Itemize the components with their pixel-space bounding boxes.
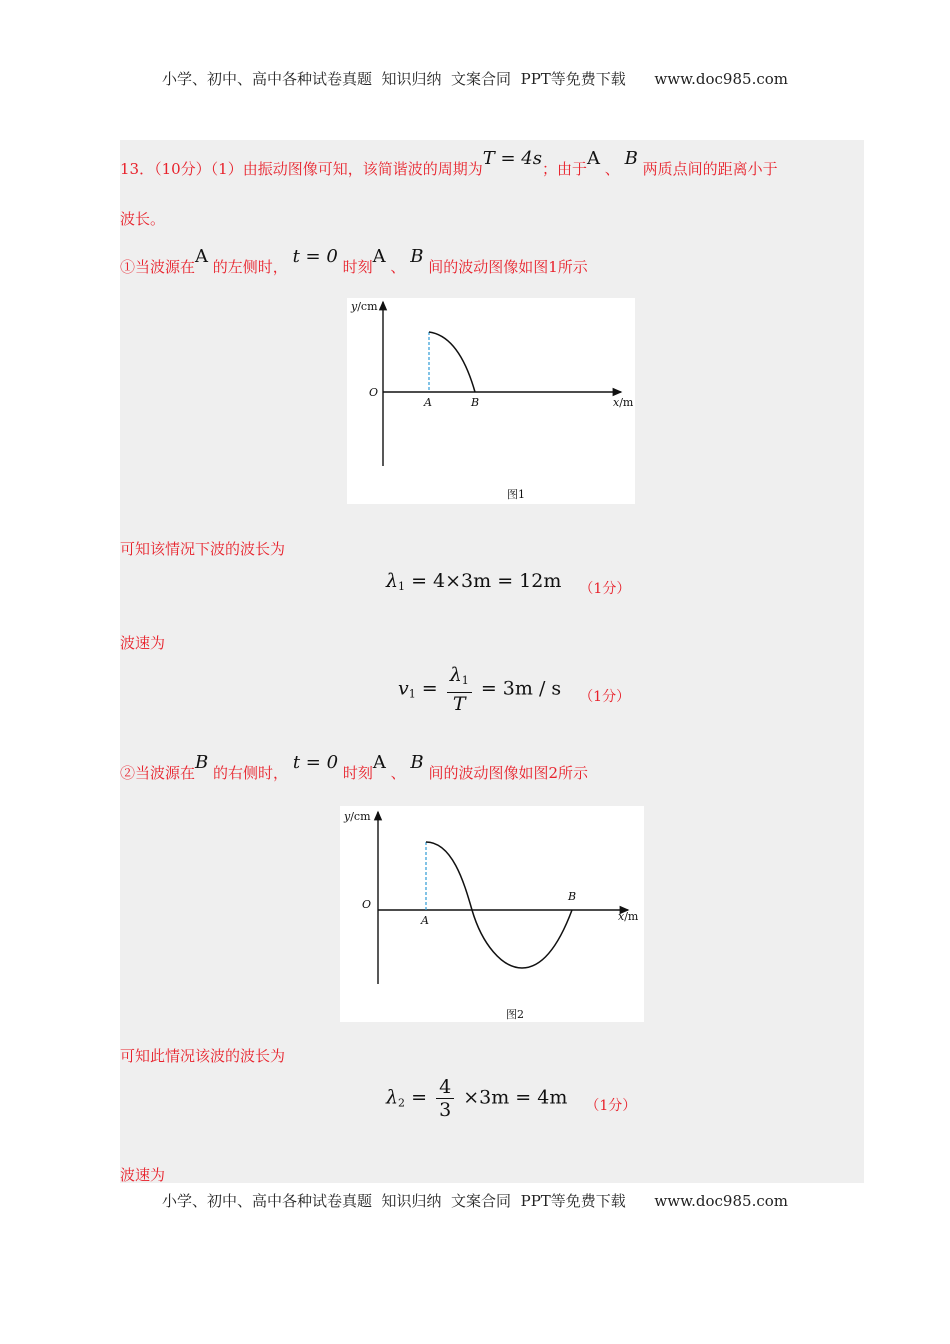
case2-prefix: ②当波源在 bbox=[120, 764, 196, 782]
case2-point-a: A bbox=[372, 752, 386, 773]
case1-mid: 的左侧时， bbox=[212, 258, 288, 276]
lambda2-fraction bbox=[436, 1076, 454, 1121]
v1-num-sub: 1 bbox=[461, 674, 469, 687]
v1-rhs: = 3m / s bbox=[480, 677, 562, 700]
q13-line bbox=[120, 148, 778, 179]
point-a-label: A bbox=[586, 148, 600, 169]
lambda2-symbol: λ bbox=[386, 1086, 399, 1109]
speed-label-2: 波速为 bbox=[120, 1166, 166, 1184]
case2-comma: 、 bbox=[390, 764, 406, 782]
case1-tail: 间的波动图像如图1所示 bbox=[428, 258, 588, 276]
figure-2 bbox=[340, 806, 644, 1022]
case1-comma: 、 bbox=[390, 258, 406, 276]
fig2-y-label: y/cm bbox=[344, 810, 371, 823]
fig1-origin: O bbox=[369, 386, 379, 399]
point-b-label: B bbox=[624, 148, 638, 169]
case2-tail: 间的波动图像如图2所示 bbox=[428, 764, 588, 782]
lambda1-rhs: = 4×3m = 12m bbox=[411, 570, 562, 592]
figure-1 bbox=[347, 298, 635, 504]
q13-intro: 13．（10分）（1）由振动图像可知，该简谐波的周期为 bbox=[120, 160, 483, 178]
lambda1-sub: 1 bbox=[398, 580, 406, 593]
case1-moment: 时刻 bbox=[342, 258, 373, 276]
case2-mid: 的右侧时， bbox=[213, 764, 289, 782]
header-banner: 小学、初中、高中各种试卷真题 知识归纳 文案合同 PPT等免费下载 www.doc985.com bbox=[161, 70, 788, 88]
fig2-x-label: x/m bbox=[618, 910, 639, 923]
fig1-y-label: y/cm bbox=[351, 300, 378, 313]
speed-label-1: 波速为 bbox=[120, 634, 166, 652]
case2-t-equation: t = 0 bbox=[292, 752, 339, 773]
fig1-wave-curve bbox=[429, 332, 475, 392]
case1-prefix: ①当波源在 bbox=[120, 258, 196, 276]
intro-tail: 两质点间的距离小于 bbox=[642, 160, 778, 178]
fig2-origin: O bbox=[362, 898, 372, 911]
lambda2-sub: 2 bbox=[398, 1096, 406, 1110]
case2-line bbox=[120, 752, 588, 783]
period-equation: T = 4s bbox=[482, 148, 542, 169]
lambda1-equation bbox=[386, 570, 631, 597]
v1-symbol: v bbox=[398, 677, 409, 700]
case2-point-b: B bbox=[195, 752, 209, 773]
lambda2-num: 4 bbox=[436, 1076, 454, 1099]
v1-den: T bbox=[452, 693, 466, 715]
lambda2-rhs: ×3m = 4m bbox=[463, 1086, 568, 1109]
case1-line bbox=[120, 246, 588, 277]
case1-point-b: B bbox=[410, 246, 424, 267]
fig2-wave-curve bbox=[426, 842, 572, 968]
score-v1: （1分） bbox=[579, 688, 631, 705]
v1-num: λ bbox=[449, 664, 462, 686]
case2-moment: 时刻 bbox=[342, 764, 373, 782]
case2-point-b2: B bbox=[410, 752, 424, 773]
comma-text: 、 bbox=[604, 160, 620, 178]
lambda1-symbol: λ bbox=[386, 570, 399, 592]
figure-1-svg bbox=[347, 298, 635, 504]
v1-fraction bbox=[447, 664, 472, 715]
v1-equation: $v_1$ = $\frac{\lambda_1}{T}$ = 3m / s $_{(1分)}$ bbox=[398, 664, 631, 715]
fig1-caption: 图1 bbox=[507, 488, 525, 501]
fig1-x-label: x/m bbox=[613, 396, 634, 409]
case1-point-a: A bbox=[195, 246, 209, 267]
fig1-label-a: A bbox=[424, 396, 432, 409]
sep-text: ；由于 bbox=[541, 160, 587, 178]
fig1-label-b: B bbox=[471, 396, 480, 409]
footer-banner: 小学、初中、高中各种试卷真题 知识归纳 文案合同 PPT等免费下载 www.doc985.com bbox=[161, 1192, 788, 1210]
case1-wavelength-text: 可知该情况下波的波长为 bbox=[120, 540, 286, 558]
figure-2-svg bbox=[340, 806, 644, 1022]
case2-wavelength-text: 可知此情况该波的波长为 bbox=[120, 1047, 286, 1065]
lambda2-den: 3 bbox=[439, 1099, 452, 1121]
fig2-label-b: B bbox=[568, 890, 577, 903]
v1-sub: 1 bbox=[408, 687, 416, 701]
fig2-label-a: A bbox=[421, 914, 429, 927]
lambda2-equation: $\lambda_2$ = $\frac{4}{3}$ ×3m = 4m $_{(1分)}$ bbox=[386, 1076, 637, 1121]
case1-point-a2: A bbox=[372, 246, 386, 267]
fig2-caption: 图2 bbox=[506, 1008, 524, 1021]
case1-t-equation: t = 0 bbox=[292, 246, 338, 267]
score-lambda1: （1分） bbox=[579, 581, 631, 597]
solution-content bbox=[120, 140, 864, 1183]
score-lambda2: （1分） bbox=[585, 1097, 637, 1114]
intro-line2: 波长。 bbox=[120, 210, 166, 228]
